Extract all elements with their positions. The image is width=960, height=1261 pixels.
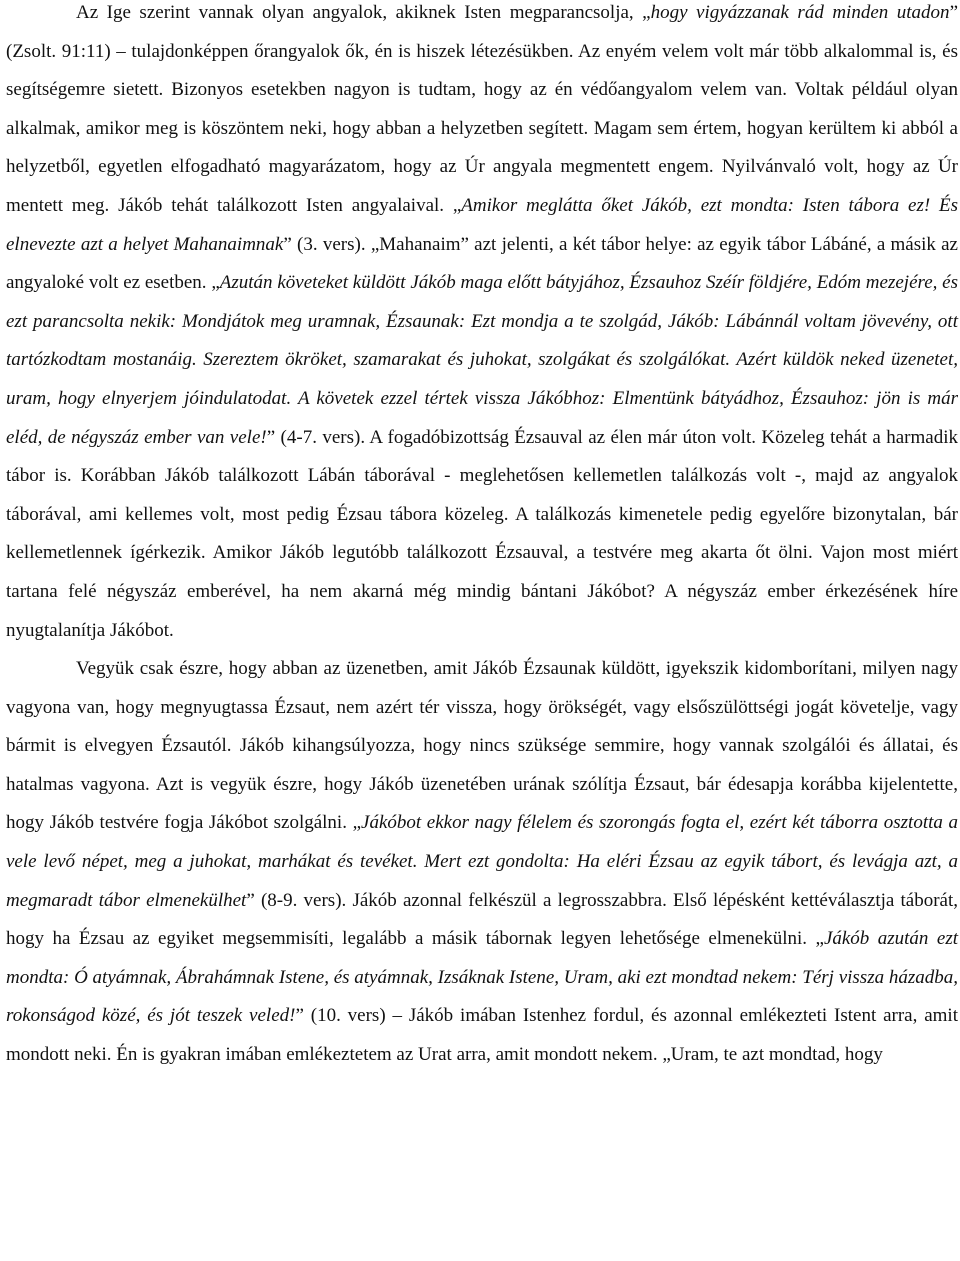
paragraph-1-quote: Azután követeket küldött Jákób maga előtt bátyjához, Ézsauhoz Széír földjére, Edóm mezejére, és ezt parancsolta nekik: Mondjátok meg uramnak, Ézsaunak: Ezt mondja a te szolgád, Jákób: Lábánnál voltam jövevény, ott tartózkodtam mostanáig. Szereztem ökröket, szamarakat és juhokat, szolgákat és szolgálókat. Azért küldök neked üzenetet, uram, hogy elnyerjem jóindulatodat. A követek ezzel tértek vissza Jákóbhoz: Elmentünk bátyádhoz, Ézsauhoz: jön is már eléd, de négyszáz ember van vele! [6,272,958,448]
paragraph-1-text: Az Ige szerint vannak olyan angyalok, akiknek Isten megparancsolja, „ [76,2,651,23]
paragraph-2-text: ” (8-9. vers). Jákób azonnal felkészül a legrosszabbra. Első lépésként kettéválasztja táborát, hogy ha Ézsau az egyiket megsemmisíti, legalább a másik tábornak legyen lehetősége elmenekülni. „ [6,889,958,950]
paragraph-2-quote: Jákóbot ekkor nagy félelem és szorongás fogta el, ezért két táborra osztotta a vele levő népet, meg a juhokat, marhákat és tevéket. Mert ezt gondolta: Ha eléri Ézsau az egyik tábort, és levágja azt, a megmaradt tábor elmenekülhet [6,812,958,911]
paragraph-2-quote: Jákób azután ezt mondta: Ó atyámnak, Ábrahámnak Istene, és atyámnak, Izsáknak Istene, Uram, aki ezt mondtad nekem: Térj vissza házadba, rokonságod közé, és jót teszek veled! [6,928,958,1027]
paragraph-1-quote: Amikor meglátta őket Jákób, ezt mondta: Isten tábora ez! És elnevezte azt a helyet Mahanaimnak [6,194,958,255]
paragraph-1-text: ” (4-7. vers). A fogadóbizottság Ézsauval az élen már úton volt. Közeleg tehát a harmadik tábor is. Korábban Jákób találkozott Lábán táborával - meglehetősen kellemetlen találkozás volt -, majd az angyalok táborával, ami kellemes volt, most pedig Ézsau tábora közeleg. A találkozás kimenetele pedig egyelőre bizonytalan, bár kellemetlennek ígérkezik. Amikor Jákób legutóbb találkozott Ézsauval, a testvére meg akarta őt ölni. Vajon most miért tartana felé négyszáz emberével, ha nem akarná még mindig bántani Jákóbot? A négyszáz ember érkezésének híre nyugtalanítja Jákóbot. [6,426,958,641]
paragraph-2-text: Vegyük csak észre, hogy abban az üzenetben, amit Jákób Ézsaunak küldött, igyekszik kidomborítani, milyen nagy vagyona van, hogy megnyugtassa Ézsaut, nem azért tér vissza, hogy örökségét, vagy elsőszülöttségi jogát követelje, vagy bármit is elvegyen Ézsautól. Jákób kihangsúlyozza, hogy nincs szüksége semmire, hogy vannak szolgálói és állatai, és hatalmas vagyona. Azt is vegyük észre, hogy Jákób üzenetében urának szólítja Ézsaut, bár édesapja korábba kijelentette, hogy Jákób testvére fogja Jákóbot szolgálni. „ [6,658,958,834]
paragraph-1-text: ” (3. vers). „Mahanaim” azt jelenti, a két tábor helye: az egyik tábor Lábáné, a másik az angyaloké volt ez esetben. „ [6,233,958,294]
document-page [6,0,958,1075]
paragraph-1-text: ” (Zsolt. 91:11) – tulajdonképpen őrangyalok ők, én is hiszek létezésükben. Az enyém velem volt már több alkalommal is, és segítségemre sietett. Bizonyos esetekben nagyon is tudtam, hogy az én védőangyalom velem van. Voltak például olyan alkalmak, amikor meg is köszöntem neki, hogy abban a helyzetben segített. Magam sem értem, hogyan kerültem ki abból a helyzetből, egyetlen elfogadható magyarázatom, hogy az Úr angyala megmentett engem. Nyilvánvaló volt, hogy az Úr mentett meg. Jákób tehát találkozott Isten angyalaival. „ [6,2,958,216]
paragraph-1-quote: hogy vigyázzanak rád minden utadon [650,2,950,23]
paragraph-2-text: ” (10. vers) – Jákób imában Istenhez fordul, és azonnal emlékezteti Istent arra, amit mondott neki. Én is gyakran imában emlékeztetem az Urat arra, amit mondott nekem. „Uram, te azt mondtad, hogy [6,1005,958,1066]
paragraph-1 [6,0,958,650]
paragraph-2 [6,650,958,1075]
